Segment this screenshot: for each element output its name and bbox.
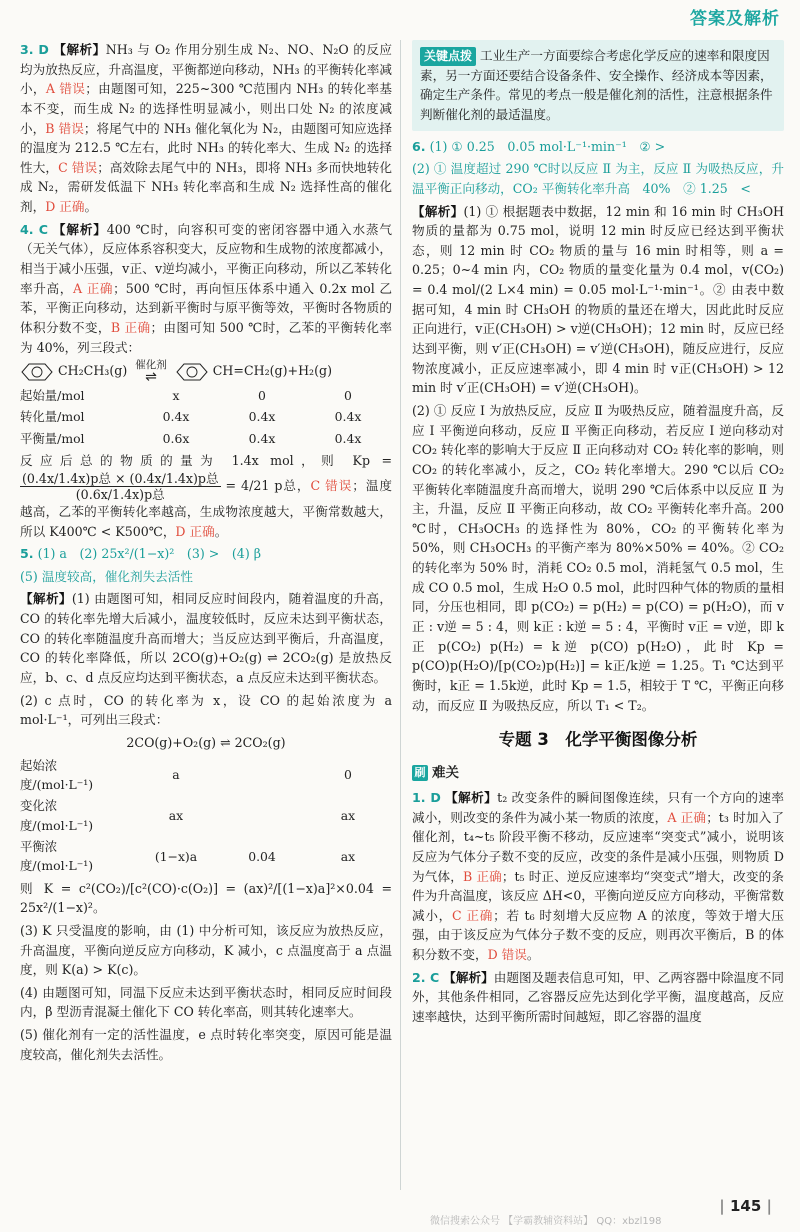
judgement-b: B 错误 [45,120,84,136]
review-question-2: 2. C 【解析】由题图及题表信息可知，甲、乙两容器中除温度不同外，其他条件相同，乙容器反应先达到化学平衡，温度越高，反应速率越快，达到平衡所需时间越短，即乙容器的温度 [412,969,784,1025]
row-label: 平衡量/mol [20,430,85,446]
judgement-d: D 错误 [487,947,527,963]
three-stage-table [20,755,394,877]
three-stage-table [20,385,394,449]
benzene-ring-icon [175,362,209,382]
question-6-analysis-1: 【解析】(1) ① 根据题表中数据，12 min 和 16 min 时 CH₃OH 物质的量都为 0.75 mol，说明 12 min 时反应已经达到平衡状态，则 12 min 时 CO₂ 物质的量与 16 min 时相等，则 a = 0.25；0~4 min 内，CO₂ 物质的量变化量为 0.4 mol，v(CO₂) = 0.4 mol/(2 L×4 min) = 0.05 mol·L⁻¹·min⁻¹。② 由表中数据可知，4 min 时 CH₃OH 的物质的量还在增大，因此此时反应正向进行，v正(CH₃OH) > v逆(CH₃OH)；12 min 时，反应已经达到平衡，则 v′正(CH₃OH) = v′逆(CH₃OH)，随反应进行，反应物浓度减小，正反应速率减小，即 4 min 时 v正(CH₃OH) > 12 min 时 v′正(CH₃OH) = v′逆(CH₃OH)。 [412,203,785,396]
analysis-tag: 【解析】 [20,591,72,607]
analysis-tag: 【解析】 [412,203,464,219]
question-number: 1. D [412,790,441,805]
question-5-analysis-2: (2) c 点时，CO 的转化率为 x，设 CO 的起始浓度为 a mol·L⁻¹，可列出三段式： [20,692,392,728]
row-label: 起始浓度/(mol·L⁻¹) [20,757,94,792]
table-cell: 0 [344,387,352,403]
watermark: 微信搜索公众号 【学霸教辅资料站】 QQ：xbzl198 [430,1216,662,1228]
kp-fraction: $\frac{\text{(0.4x/1.4x)p总 × (0.4x/1.4x)p总}}{\text{(0.6x/1.4x)p总}}$ [22,470,219,502]
table-cell: 0.04 [248,848,276,864]
question-number: 3. D [20,42,49,57]
left-column [20,40,392,1067]
question-6-answers-2 [412,159,784,198]
judgement-c: C 正确 [452,907,494,923]
question-number: 5. [20,546,34,562]
key-point-label: 关键点拨 [420,47,476,66]
answer-line: (1) a (2) 25x²/(1−x)² (3) > (4) β [37,546,262,562]
answer-line: (5) 温度较高，催化剂失去活性 [20,568,193,584]
equilibrium-constant-expression: 则 K = c²(CO₂)/[c²(CO)·c(O₂)] = (ax)²/[(1−x)a]²×0.04 = 25x²/(1−x)²。 [20,880,392,916]
table-cell: 0.4x [248,409,276,425]
question-5-analysis-3: (3) K 只受温度的影响，由 (1) 中分析可知，该反应为放热反应，升高温度，平衡向逆反应方向移动，K 减小，c 点温度高于 a 点温度，则 K(a) > K(c)。 [20,922,392,978]
judgement-b: B 正确 [110,319,151,335]
row-label: 起始量/mol [20,387,85,403]
table-row [20,406,394,427]
analysis-tag: 【解析】 [52,42,106,57]
question-number: 2. C [412,969,440,985]
question-4-cont: 反应后总的物质的量为 1.4x mol，则 Kp = $\frac{\text{(0.4x/1.4x)p总 × (0.4x/1.4x)p总}}{\text{(0.6x/1.4x)p总}}$ = 4/21 p总，C 错误；温度越高，乙苯的平衡转化率越高，生成物浓度越大，平衡常数越大，所以 K400℃ < K500℃，D 正确。 [20,453,393,539]
question-5-analysis-4: (4) 由题图可知，同温下反应未达到平衡状态时，相同反应时间段内，β 型沥青混凝土催化下 CO 转化率高，则其转化速率大。 [20,984,392,1020]
table-row [20,795,394,836]
judgement-c: C 错误 [58,159,98,175]
analysis-tag: 【解析】 [443,969,494,985]
table-cell: (1−x)a [154,848,198,864]
table-cell: 0.4x [162,409,190,425]
brush-icon: 刷 [412,765,428,781]
table-row [20,836,394,877]
table-cell: ax [168,807,184,823]
analysis-tag: 【解析】 [444,790,498,805]
difficulty-badge [412,763,784,784]
judgement-c: C 错误 [310,477,353,493]
page-header [20,6,780,36]
question-number: 4. C [20,221,49,237]
row-label: 变化浓度/(mol·L⁻¹) [20,798,94,833]
question-5-analysis-1: 【解析】(1) 由题图可知，相同反应时间段内，随着温度的升高，CO 的转化率先增大后减小，温度较低时，反应未达到平衡状态，CO 的转化率随温度升高而增大；当反应达到平衡后，升高温度，CO 的转化率降低，所以 2CO(g)+O₂(g) ⇌ 2CO₂(g) 是放热反应，b、c、d 点反应均达到平衡状态，a 点反应未达到平衡状态。 [20,591,392,685]
table-cell [222,795,308,836]
table-cell: 0.4x [334,409,362,425]
question-5-answer-5 [20,567,392,587]
analysis-tag: 【解析】 [52,221,107,237]
equilibrium-arrow-icon: ⇌ [145,368,157,385]
judgement-b: B 正确 [463,868,502,884]
row-label: 平衡浓度/(mol·L⁻¹) [20,838,94,874]
judgement-a: A 正确 [667,809,707,825]
key-point-text: 工业生产一方面要综合考虑化学反应的速率和限度因素，另一方面还要结合设备条件、安全操作、经济成本等因素，确定生产条件。常见的考点一般是催化剂的活性，注意根据条件判断催化剂的最适温度。 [420,48,773,122]
judgement-d: D 正确 [175,523,215,539]
answer-line: (1) ① 0.25 0.05 mol·L⁻¹·min⁻¹ ② > [429,138,666,154]
question-4: 4. C 【解析】400 ℃时，向容积可变的密闭容器中通入水蒸气（无关气体），反应体系容积变大，反应物和生成物的浓度都减小，相当于减小压强，v正、v逆均减小，平衡正向移动，所以乙苯转化率升高，A 正确；500 ℃时，再向恒压体系中通入 0.2x mol 乙苯，平衡正向移动，达到新平衡时与原平衡等效，平衡时各物质的体积分数不变，B 正确；由图可知 500 ℃时，乙苯的平衡转化率为 40%，列三段式： [20,221,393,355]
key-point-box [412,40,784,131]
table-cell: 0.6x [162,430,190,446]
section-title: 专题 3 化学平衡图像分析 [498,730,698,750]
table-row [20,385,394,406]
catalyst-arrow: 催化剂 ⇌ [135,359,167,385]
table-row [20,428,394,449]
question-6-analysis-2: (2) ① 反应 Ⅰ 为放热反应，反应 Ⅱ 为吸热反应，随着温度升高，反应 Ⅰ 平衡逆向移动，反应 Ⅱ 平衡正向移动，若反应 Ⅰ 逆向移动对 CO₂ 转化率的影响大于反应 Ⅱ 正向移动对 CO₂ 转化率的影响，则 CO₂ 的转化率减小，反之，CO₂ 转化率增大。290 ℃以后 CO₂ 平衡转化率随温度升高而增大，说明 290 ℃后体系中以反应 Ⅱ 为主，升温，反应 Ⅱ 平衡正向移动，故 CO₂ 平衡转化率升高。200 ℃时，CH₃OCH₃ 的选择性为 80%，CO₂ 的平衡转化率为 50%，则 CH₃OCH₃ 的平衡产率为 80%×50% = 40%。② CO₂ 的转化率为 50% 时，消耗 CO₂ 0.5 mol，消耗氢气 0.5 mol，生成 CO 0.5 mol，生成 H₂O 0.5 mol，此时四种气体的物质的量相同，分压也相同，即 p(CO₂) = p(H₂) = p(CO) = p(H₂O)，而 v正 : v逆 = 5 : 4，则 k正 : k逆 = 5 : 4，平衡时 v正 = v逆，即 k正 p(CO₂) p(H₂) = k逆 p(CO) p(H₂O)，此时 Kp = p(CO)p(H₂O)/[p(CO₂)p(H₂)] = k正/k逆 = 1.25。T₁ ℃达到平衡时，k正 = 1.5k逆，此时 Kp = 1.5，相较于 T ℃，平衡正向移动，而反应 Ⅱ 为吸热反应，所以 T₁ < T₂。 [412,402,784,713]
judgement-a: A 错误 [45,81,86,97]
row-label: 转化量/mol [20,409,85,425]
table-cell: 0 [344,767,352,783]
question-number: 6. [412,138,426,154]
review-question-1: 1. D 【解析】t₂ 改变条件的瞬间图像连续，只有一个方向的速率减小，则改变的条件为减小某一物质的浓度，A 正确；t₃ 时加入了催化剂，t₄~t₅ 阶段平衡不移动，反应速率“突变式”减小，说明该反应为气体分子数不变的反应，改变的条件是减小压强，则物质 D 为气体，B 正确；t₅ 时正、逆反应速率均“突变式”增大，改变的条件为升高温度，该反应 ΔH<0，平衡向逆反应方向移动，平衡常数减小，C 正确；若 t₆ 时刻增大反应物 A 的浓度，等效于增大压强，由于该反应为气体分子数不变的反应，则再次平衡后，B 的体积分数不变，D 错误。 [412,790,785,963]
table-cell: x [172,387,180,403]
benzene-ring-icon [20,362,54,382]
answer-line: (2) ① 温度超过 290 ℃时以反应 Ⅱ 为主，反应 Ⅱ 为吸热反应，升温平衡正向移动，CO₂ 平衡转化率升高 40% ② 1.25 < [412,161,784,196]
reaction-equation: 2CO(g)+O₂(g) ⇌ 2CO₂(g) [126,734,286,750]
page-number: | 145 | [719,1196,772,1215]
question-5-analysis-5: (5) 催化剂有一定的活性温度，e 点时转化率突变，原因可能是温度较高，催化剂失去活性。 [20,1027,392,1062]
table-cell [222,755,308,796]
question-6-answers-1 [412,137,784,157]
question-3: 3. D 【解析】NH₃ 与 O₂ 作用分别生成 N₂、NO、N₂O 的反应均为放热反应，升高温度，平衡都逆向移动，NH₃ 的平衡转化率减小，A 错误；由题图可知，225~300 ℃范围内 NH₃ 的转化率基本不变，而生成 N₂ 的选择性明显减小，则出口处 N₂ 的浓度减小，B 错误；将尾气中的 NH₃ 催化氧化为 N₂，由题图可知应选择的温度为 212.5 ℃左右，此时 NH₃ 的转化率大、生成 N₂ 的选择性大，C 错误；高效除去尾气中的 NH₃，即将 NH₃ 多而快地转化成 N₂，需研发低温下 NH₃ 转化率高和生成 N₂ 选择性高的催化剂，D 正确。 [20,42,393,215]
table-cell: 0.4x [334,430,362,446]
reaction-equation: CH₂CH₃(g) 催化剂 ⇌ CH=CH₂(g)+H₂(g) [20,360,392,383]
judgement-a: A 正确 [72,280,114,296]
table-cell: ax [340,848,356,864]
header-title: 答案及解析 [690,9,780,29]
judgement-d: D 正确 [45,199,85,215]
table-cell: ax [340,807,356,823]
table-row [20,755,394,796]
table-cell: a [172,767,180,783]
column-divider [400,40,401,1190]
table-cell: 0.4x [248,430,276,446]
right-column [412,40,784,1030]
question-5-answers [20,544,392,564]
badge-text: 难关 [432,764,459,781]
table-cell: 0 [258,387,266,403]
